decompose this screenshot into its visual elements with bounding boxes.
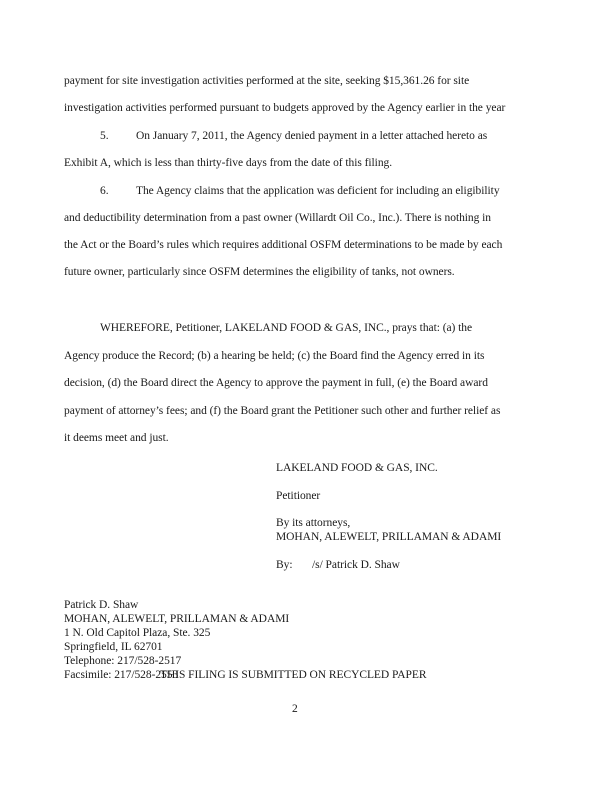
para5-line-1: On January 7, 2011, the Agency denied payment in a letter attached hereto as (136, 130, 488, 142)
signature-company: LAKELAND FOOD & GAS, INC. (276, 462, 438, 474)
wherefore-line-4: payment of attorney’s fees; and (f) the Board grant the Petitioner such other and further relief as (64, 405, 501, 417)
continuation-line-1: payment for site investigation activities performed at the site, seeking $15,361.26 for site (64, 75, 470, 87)
wherefore-line-3: decision, (d) the Board direct the Agency to approve the payment in full, (e) the Board award (64, 377, 488, 389)
wherefore-line-2: Agency produce the Record; (b) a hearing be held; (c) the Board find the Agency erred in its (64, 350, 485, 362)
page-number: 2 (292, 703, 298, 715)
signature-signed: /s/ Patrick D. Shaw (312, 559, 400, 571)
contact-name: Patrick D. Shaw (64, 599, 139, 611)
para6-line-2: and deductibility determination from a past owner (Willardt Oil Co., Inc.). There is nothing in (64, 212, 492, 224)
para6-number: 6. (100, 185, 109, 197)
para5-line-2: Exhibit A, which is less than thirty-five days from the date of this filing. (64, 157, 393, 169)
continuation-line-2: investigation activities performed pursuant to budgets approved by the Agency earlier in the year (64, 102, 506, 114)
para6-line-3: the Act or the Board’s rules which requires additional OSFM determinations to be made by each (64, 239, 503, 251)
wherefore-line-5: it deems meet and just. (64, 432, 169, 444)
para6-line-1: The Agency claims that the application was deficient for including an eligibility (136, 185, 500, 197)
wherefore-line-1: WHEREFORE, Petitioner, LAKELAND FOOD & GAS, INC., prays that: (a) the (100, 322, 473, 334)
contact-address: 1 N. Old Capitol Plaza, Ste. 325 (64, 627, 211, 639)
contact-telephone: Telephone: 217/528-2517 (64, 655, 182, 667)
contact-firm: MOHAN, ALEWELT, PRILLAMAN & ADAMI (64, 613, 290, 625)
signature-by-attorneys: By its attorneys, (276, 517, 351, 529)
recycled-notice: THIS FILING IS SUBMITTED ON RECYCLED PAPER (160, 669, 427, 681)
signature-by-label: By: (276, 559, 293, 571)
para6-line-4: future owner, particularly since OSFM determines the eligibility of tanks, not owners. (64, 266, 455, 278)
contact-facsimile: Facsimile: 217/528-2553 (64, 669, 179, 681)
signature-role: Petitioner (276, 490, 321, 502)
signature-firm: MOHAN, ALEWELT, PRILLAMAN & ADAMI (276, 531, 502, 543)
para5-number: 5. (100, 130, 109, 142)
contact-city: Springfield, IL 62701 (64, 641, 163, 653)
